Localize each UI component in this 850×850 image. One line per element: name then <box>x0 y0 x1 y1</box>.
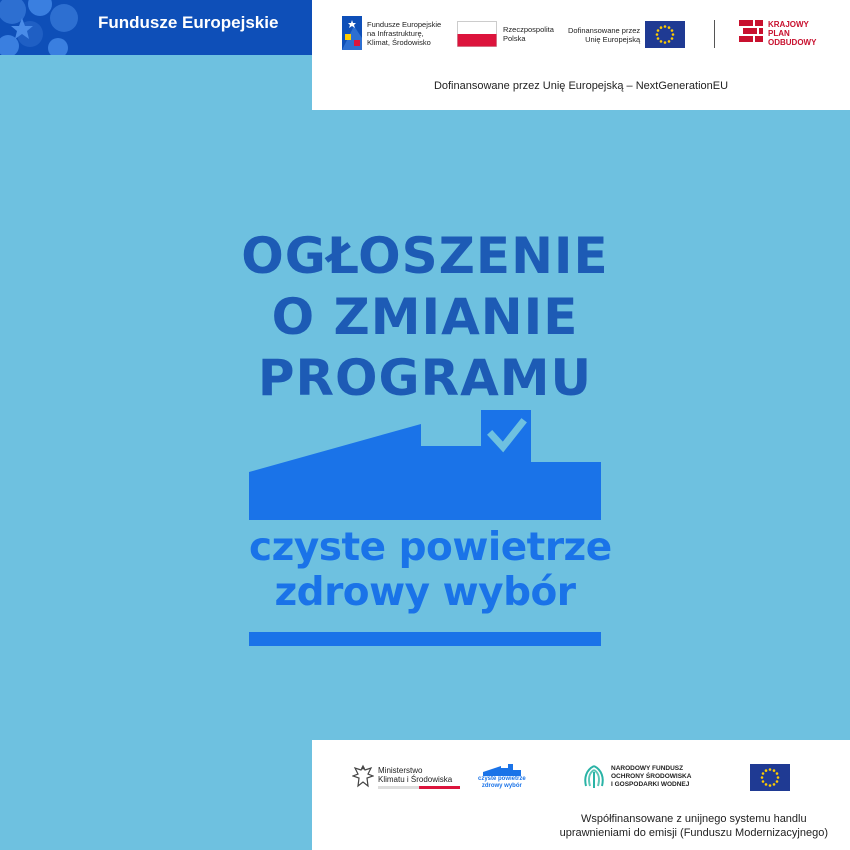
eu-flag-icon <box>750 764 790 791</box>
kpo-line1: KRAJOWY <box>768 19 809 29</box>
ue-line1: Dofinansowane przez <box>568 25 641 35</box>
announcement-headline <box>0 226 850 409</box>
polish-flag-icon <box>457 21 497 47</box>
bottom-caption <box>560 812 828 840</box>
kpo-line3: ODBUDOWY <box>768 37 817 47</box>
logo-ministerstwo <box>352 764 460 790</box>
headline-line-2: O ZMIANIE <box>271 288 579 346</box>
fe-infra-icon <box>342 16 362 50</box>
nfosigw-line3: I GOSPODARKI WODNEJ <box>611 781 690 788</box>
logo-rzeczpospolita <box>457 21 554 47</box>
ministry-line1: Ministerstwo <box>378 765 423 775</box>
eu-flag-icon <box>645 21 685 48</box>
logo-kpo <box>739 18 816 48</box>
fe-infra-line2: na Infrastrukturę, <box>367 28 424 38</box>
mini-slogan-line2: zdrowy wybór <box>481 783 522 789</box>
nfosigw-icon <box>582 764 606 790</box>
fe-star-pattern-icon <box>0 0 84 55</box>
nfosigw-line1: NARODOWY FUNDUSZ <box>611 765 684 772</box>
ue-line2: Unię Europejską <box>585 34 641 44</box>
fe-infra-line1: Fundusze Europejskie <box>367 19 442 29</box>
logo-fe-infrastruktura <box>342 16 441 50</box>
rp-line2: Polska <box>503 34 526 43</box>
ministry-line2: Klimatu i Środowiska <box>378 774 453 784</box>
polish-eagle-icon <box>352 764 374 790</box>
nfosigw-line2: OCHRONY ŚRODOWISKA <box>611 773 692 780</box>
bottom-logo-band <box>312 740 850 850</box>
slogan-line-2: zdrowy wybór <box>274 570 576 615</box>
logo-eu-flag-bottom <box>750 764 790 791</box>
logo-nfosigw <box>582 764 691 790</box>
logo-dofinansowane-ue <box>568 21 685 48</box>
fe-infra-line3: Klimat, Środowisko <box>367 37 431 47</box>
logo-czyste-powietrze-small <box>478 764 526 790</box>
fe-tab-label: Fundusze Europejskie <box>98 13 279 32</box>
fundusze-europejskie-tab <box>0 0 312 55</box>
slogan-underline-bar <box>249 632 601 646</box>
bottom-caption-line2: uprawnieniami do emisji (Funduszu Modernizacyjnego) <box>559 827 828 839</box>
headline-line-3: PROGRAMU <box>257 349 593 407</box>
top-caption: Dofinansowane przez Unię Europejską – NextGenerationEU <box>433 80 729 92</box>
mini-house-icon <box>483 764 521 776</box>
kpo-icon <box>739 18 763 48</box>
logo-divider <box>714 20 715 48</box>
bottom-caption-line1: Współfinansowane z unijnego systemu handlu <box>580 813 807 825</box>
rp-line1: Rzeczpospolita <box>503 25 554 34</box>
house-checkmark-icon <box>249 410 601 520</box>
ministry-flag-stripe <box>378 786 460 789</box>
top-logo-band <box>312 0 850 110</box>
slogan-line-1: czyste powietrze <box>249 525 612 570</box>
mini-slogan-line1: czyste powietrze <box>478 776 526 782</box>
headline-line-1: OGŁOSZENIE <box>241 227 609 285</box>
programme-slogan <box>249 525 612 615</box>
kpo-line2: PLAN <box>768 28 790 38</box>
